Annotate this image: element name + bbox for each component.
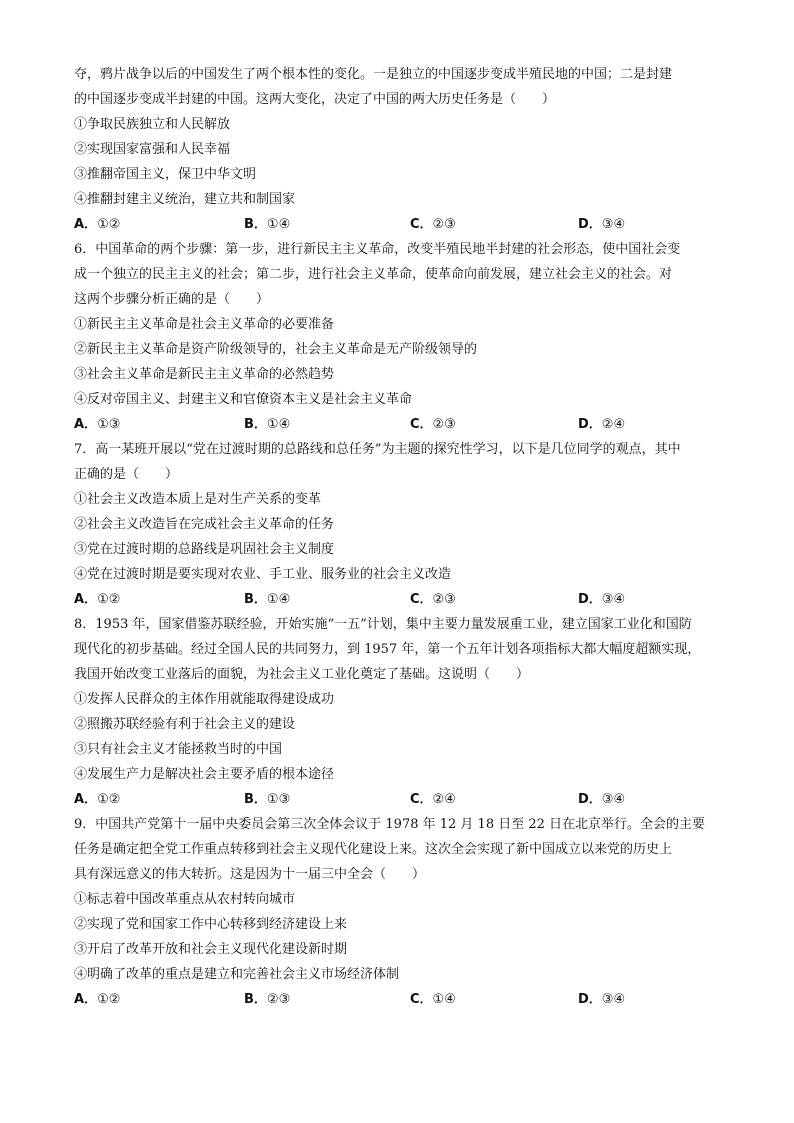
option-text: ①② (97, 592, 121, 607)
option-text: ①② (97, 992, 121, 1007)
question-list (74, 62, 734, 1012)
statement-item: ②新民主主义革命是资产阶级领导的，社会主义革命是无产阶级领导的 (74, 342, 478, 357)
option-letter: B． (244, 992, 267, 1007)
answer-option-a[interactable] (74, 412, 120, 437)
answer-option-d[interactable] (578, 787, 625, 812)
answer-option-d[interactable] (578, 987, 625, 1012)
answer-option-a[interactable] (74, 587, 120, 612)
statement-item: ①发挥人民群众的主体作用就能取得建设成功 (74, 692, 335, 707)
option-text: ③④ (601, 992, 626, 1007)
question-stem-line: 我国开始改变工业落后的面貌，为社会主义工业化奠定了基础。这说明（ ） (74, 667, 530, 682)
option-text: ②③ (432, 217, 456, 232)
answer-option-c[interactable] (410, 787, 456, 812)
option-text: ①② (97, 792, 121, 807)
answer-option-d[interactable] (578, 412, 625, 437)
option-letter: D． (578, 792, 602, 807)
question-stem-line: 夺，鸦片战争以后的中国发生了两个根本性的变化。一是独立的中国逐步变成半殖民地的中国；二是封建 (74, 67, 673, 82)
question-stem-line: 现代化的初步基础。经过全国人民的共同努力，到 1957 年，第一个五年计划各项指标大都大幅度超额实现， (74, 642, 701, 657)
statement-item: ①社会主义改造本质上是对生产关系的变革 (74, 492, 322, 507)
statement-item: ②照搬苏联经验有利于社会主义的建设 (74, 717, 296, 732)
option-text: ①④ (432, 992, 456, 1007)
option-text: ③④ (601, 792, 626, 807)
statement-item: ①标志着中国改革重点从农村转向城市 (74, 892, 296, 907)
statement-item: ③党在过渡时期的总路线是巩固社会主义制度 (74, 542, 335, 557)
option-letter: A． (74, 217, 98, 232)
answer-option-c[interactable] (410, 212, 456, 237)
option-letter: C． (410, 792, 433, 807)
question-stem-line: 8．1953 年，国家借鉴苏联经验，开始实施“一五”计划，集中主要力量发展重工业，建立国家工业化和国防 (74, 617, 692, 632)
option-letter: B． (244, 417, 267, 432)
statement-item: ②实现了党和国家工作中心转移到经济建设上来 (74, 917, 348, 932)
option-letter: D． (578, 992, 602, 1007)
option-letter: B． (244, 592, 267, 607)
question-block (74, 237, 734, 437)
answer-option-a[interactable] (74, 787, 120, 812)
question-stem-line: 成一个独立的民主主义的社会；第二步，进行社会主义革命，使革命向前发展，建立社会主义的社会。对 (74, 267, 673, 282)
question-stem-line: 正确的是（ ） (74, 467, 179, 482)
option-letter: A． (74, 792, 98, 807)
option-letter: D． (578, 592, 602, 607)
statement-item: ①新民主主义革命是社会主义革命的必要准备 (74, 317, 335, 332)
question-stem-line: 这两个步骤分析正确的是（ ） (74, 292, 270, 307)
statement-item: ④推翻封建主义统治，建立共和制国家 (74, 192, 296, 207)
answer-option-c[interactable] (410, 412, 456, 437)
option-letter: C． (410, 592, 433, 607)
answer-options (74, 412, 734, 437)
answer-option-a[interactable] (74, 987, 120, 1012)
option-text: ②③ (266, 992, 291, 1007)
option-text: ②④ (601, 417, 626, 432)
answer-option-b[interactable] (244, 987, 290, 1012)
answer-options (74, 987, 734, 1012)
question-block (74, 812, 734, 1012)
answer-option-b[interactable] (244, 587, 290, 612)
answer-option-b[interactable] (244, 412, 290, 437)
answer-option-d[interactable] (578, 212, 625, 237)
option-text: ①④ (266, 217, 291, 232)
option-text: ②③ (432, 592, 456, 607)
question-stem-line: 7．高一某班开展以“党在过渡时期的总路线和总任务”为主题的探究性学习，以下是几位同学的观点，其中 (74, 442, 681, 457)
option-letter: B． (244, 217, 267, 232)
option-text: ①② (97, 217, 121, 232)
answer-option-a[interactable] (74, 212, 120, 237)
option-text: ②④ (432, 792, 456, 807)
option-text: ③④ (601, 217, 626, 232)
option-text: ①④ (266, 417, 291, 432)
option-letter: D． (578, 417, 602, 432)
question-block (74, 62, 734, 237)
answer-options (74, 787, 734, 812)
question-block (74, 612, 734, 812)
option-letter: C． (410, 217, 433, 232)
answer-option-c[interactable] (410, 987, 456, 1012)
option-letter: C． (410, 417, 433, 432)
answer-option-d[interactable] (578, 587, 625, 612)
option-letter: A． (74, 417, 98, 432)
statement-item: ③开启了改革开放和社会主义现代化建设新时期 (74, 942, 348, 957)
statement-item: ③社会主义革命是新民主主义革命的必然趋势 (74, 367, 335, 382)
statement-item: ②实现国家富强和人民幸福 (74, 142, 231, 157)
answer-options (74, 212, 734, 237)
answer-option-b[interactable] (244, 212, 290, 237)
statement-item: ④反对帝国主义、封建主义和官僚资本主义是社会主义革命 (74, 392, 413, 407)
statement-item: ①争取民族独立和人民解放 (74, 117, 231, 132)
option-letter: D． (578, 217, 602, 232)
question-stem-line: 6．中国革命的两个步骤：第一步，进行新民主主义革命，改变半殖民地半封建的社会形态，使中国社会变 (74, 242, 681, 257)
statement-item: ④明确了改革的重点是建立和完善社会主义市场经济体制 (74, 967, 400, 982)
question-stem-line: 具有深远意义的伟大转折。这是因为十一届三中全会（ ） (74, 867, 426, 882)
option-letter: B． (244, 792, 267, 807)
answer-option-c[interactable] (410, 587, 456, 612)
answer-options (74, 587, 734, 612)
question-block (74, 437, 734, 612)
option-letter: A． (74, 592, 98, 607)
statement-item: ④发展生产力是解决社会主要矛盾的根本途径 (74, 767, 335, 782)
answer-option-b[interactable] (244, 787, 290, 812)
option-text: ②③ (432, 417, 456, 432)
statement-item: ③只有社会主义才能拯救当时的中国 (74, 742, 283, 757)
statement-item: ②社会主义改造旨在完成社会主义革命的任务 (74, 517, 335, 532)
statement-item: ④党在过渡时期是要实现对农业、手工业、服务业的社会主义改造 (74, 567, 452, 582)
option-text: ①③ (97, 417, 121, 432)
question-stem-line: 9．中国共产党第十一届中央委员会第三次全体会议于 1978 年 12 月 18 日至 22 日在北京举行。全会的主要 (74, 817, 706, 832)
statement-item: ③推翻帝国主义，保卫中华文明 (74, 167, 257, 182)
question-stem-line: 任务是确定把全党工作重点转移到社会主义现代化建设上来。这次全会实现了新中国成立以来党的历史上 (74, 842, 673, 857)
option-letter: A． (74, 992, 98, 1007)
option-letter: C． (410, 992, 433, 1007)
question-stem-line: 的中国逐步变成半封建的中国。这两大变化，决定了中国的两大历史任务是（ ） (74, 92, 556, 107)
option-text: ①③ (266, 792, 291, 807)
option-text: ③④ (601, 592, 626, 607)
option-text: ①④ (266, 592, 291, 607)
